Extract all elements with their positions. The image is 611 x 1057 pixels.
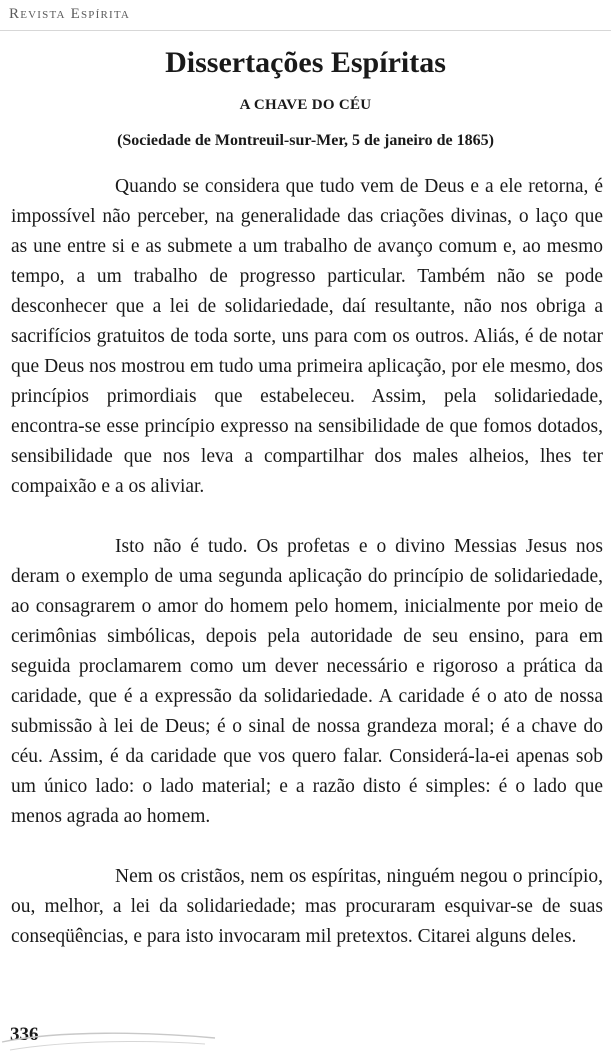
header-divider (0, 30, 611, 31)
paragraph-3: Nem os cristãos, nem os espíritas, ninguém negou o princípio, ou, melhor, a lei da solidariedade; mas procuraram esquivar-se de suas conseqüências, e para isto invocaram mil pretextos. Citarei alguns deles. (11, 866, 603, 947)
session-info: (Sociedade de Montreuil-sur-Mer, 5 de janeiro de 1865) (117, 132, 494, 149)
page-number: 336 (10, 1024, 39, 1045)
body-text (11, 172, 603, 982)
paragraph-1: Quando se considera que tudo vem de Deus e a ele retorna, é impossível não perceber, na generalidade das criações divinas, o laço que as une entre si e as submete a um trabalho de avanço comum e, ao mesmo tempo, a um trabalho de progresso particular. Também não se pode desconhecer que a lei de solidariedade, daí resultante, não nos obriga a sacrifícios gratuitos de toda sorte, uns para com os outros. Aliás, é de notar que Deus nos mostrou em tudo uma primeira aplicação, por ele mesmo, dos princípios primordiais que estabeleceu. Assim, pela solidariedade, encontra-se esse princípio expresso na sensibilidade de que fomos dotados, sensibilidade que nos leva a compartilhar dos males alheios, lhes ter compaixão e a os aliviar. (11, 176, 603, 497)
section-subtitle: A CHAVE DO CÉU (239, 97, 372, 113)
paragraph-2: Isto não é tudo. Os profetas e o divino Messias Jesus nos deram o exemplo de uma segunda aplicação do princípio de solidariedade, ao consagrarem o amor do homem pelo homem, inicialmente por meio de cerimônias simbólicas, depois pela autoridade de seu ensino, para em seguida proclamarem como um dever necessário e rigoroso a prática da caridade, que é a expressão da solidariedade. A caridade é o ato de nossa submissão à lei de Deus; é o sinal de nossa grandeza moral; é a chave do céu. Assim, é da caridade que vos quero falar. Considerá-la-ei apenas sob um único lado: o lado material; e a razão disto é simples: é o lado que menos agrada ao homem. (11, 536, 603, 827)
decorative-swoosh-icon (0, 1028, 230, 1054)
running-head: Revista Espírita (9, 6, 131, 22)
page-title: Dissertações Espíritas (165, 46, 446, 79)
